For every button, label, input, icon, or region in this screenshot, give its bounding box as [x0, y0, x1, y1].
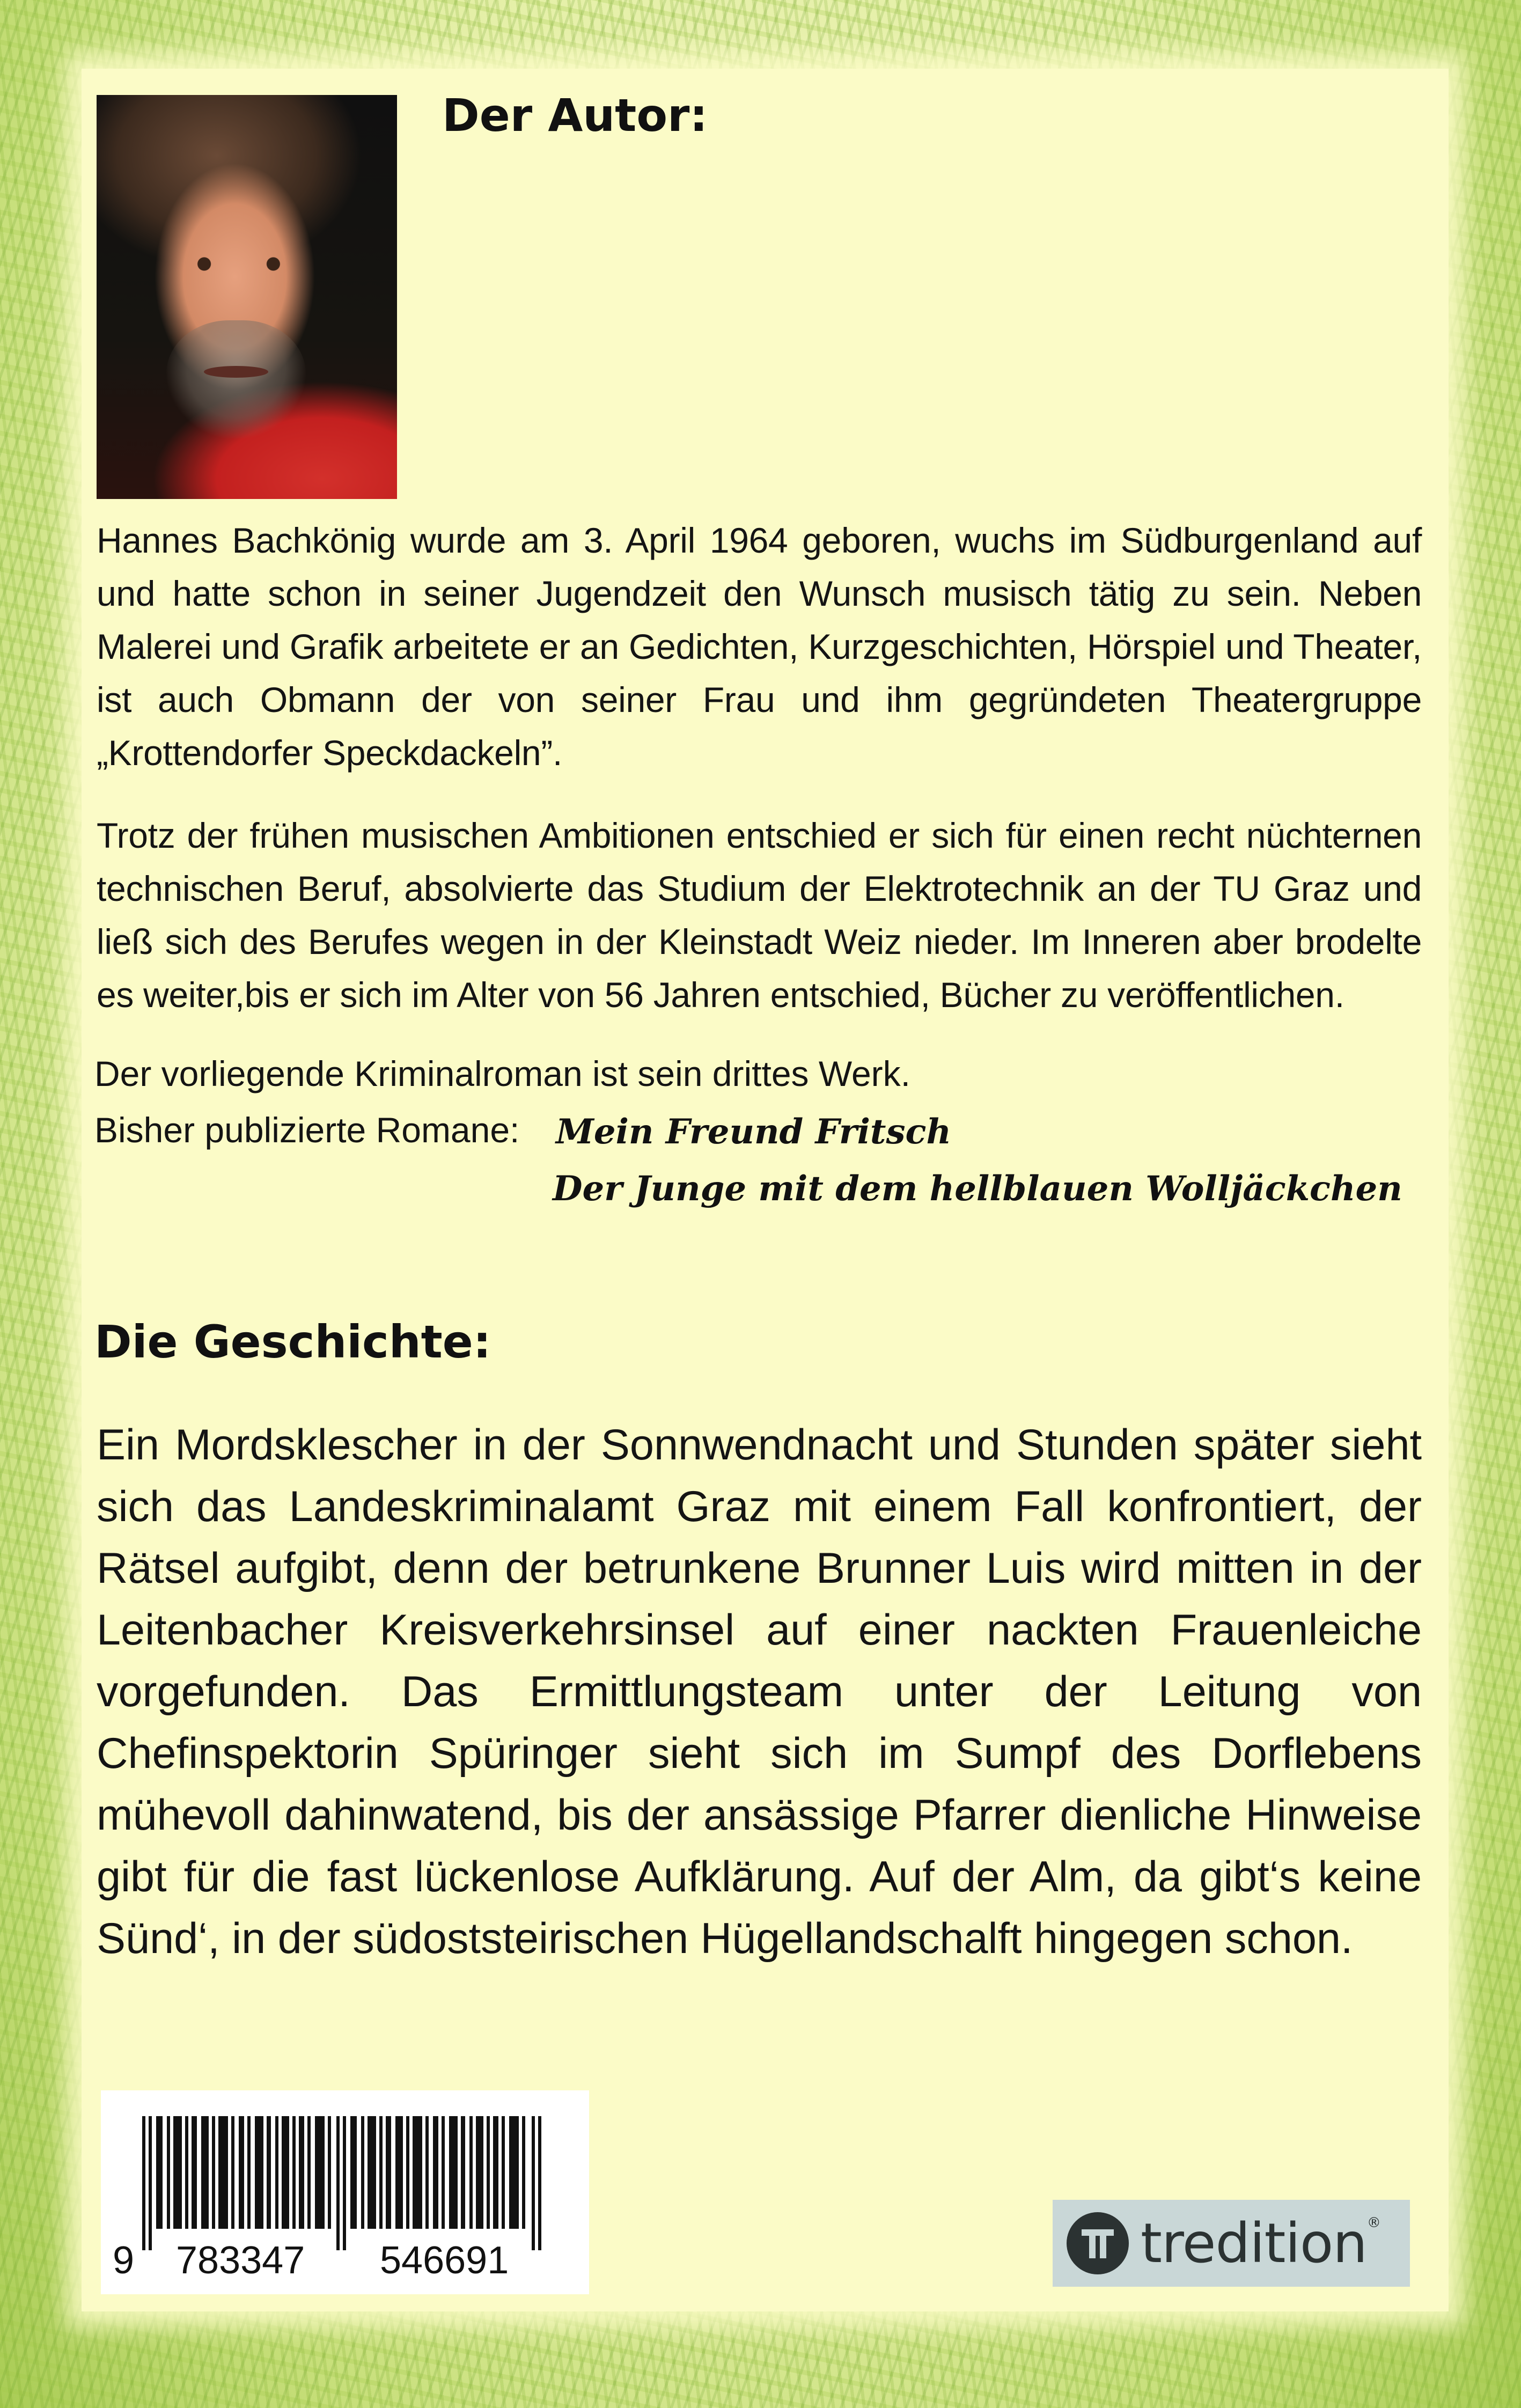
publisher-t-icon	[1067, 2212, 1129, 2274]
story-text: Ein Mordsklescher in der Sonnwendnacht und Stunden später sieht sich das Landeskriminalamt Graz mit einem Fall konfrontiert, der Rätsel aufgibt, denn der betrunkene Brunner Luis wird mitten in der Leitenbacher Kreisverkehrsinsel auf einer nackten Frauenleiche vorgefunden. Das Ermittlungsteam unter der Leitung von Chefinspektorin Spüringer sieht sich im Sumpf des Dorflebens mühevoll dahinwatend, bis der ansässige Pfarrer dienliche Hinweise gibt für die fast lückenlose Aufklärung. Auf der Alm, da gibt‘s keine Sünd‘, in der südoststeirischen Hügellandschalft hingegen schon.	[97, 1421, 1422, 1963]
author-career-paragraph: Trotz der frühen musischen Ambitionen entschied er sich für einen recht nüchternen technischen Beruf, absolvierte das Studium der Elektrotechnik an der TU Graz und ließ sich des Berufes wegen in der Kleinstadt Weiz nieder. Im Inneren aber brodelte es weiter,bis er sich im Alter von 56 Jahren entschied, Bücher zu veröffentlichen.	[97, 816, 1422, 1015]
isbn-group-left: 783347	[176, 2239, 305, 2282]
author-heading: Der Autor:	[442, 89, 708, 142]
story-heading: Die Geschichte:	[94, 1316, 491, 1368]
publisher-logo	[1053, 2200, 1410, 2287]
author-bio-paragraph: Hannes Bachkönig wurde am 3. April 1964 geboren, wuchs im Südburgenland auf und hatte schon in seiner Jugendzeit den Wunsch musisch tätig zu sein. Neben Malerei und Grafik arbeitete er an Gedichten, Kurzgeschichten, Hörspiel und Theater, ist auch Obmann der von seiner Frau und ihm gegründeten Theatergruppe „Krottendorfer Speckdackeln”.	[97, 520, 1422, 773]
book-title: Mein Freund Fritsch	[556, 1112, 951, 1152]
published-label: Bisher publizierte Romane:	[94, 1110, 520, 1150]
barcode-bars	[140, 2116, 553, 2250]
photo-eyes	[177, 256, 300, 272]
author-photo	[97, 95, 397, 499]
t-glyph-icon	[1076, 2222, 1119, 2265]
work-note: Der vorliegende Kriminalroman ist sein drittes Werk.	[94, 1054, 910, 1093]
isbn-digit-first: 9	[113, 2239, 135, 2282]
photo-mouth	[204, 366, 268, 378]
isbn-group-right: 546691	[380, 2239, 509, 2282]
photo-beard	[166, 320, 306, 438]
isbn-barcode	[101, 2090, 589, 2294]
book-title: Der Junge mit dem hellblauen Wolljäckchen	[553, 1169, 1402, 1209]
registered-mark: ®	[1366, 2215, 1381, 2231]
publisher-name: tredition	[1141, 2211, 1367, 2275]
